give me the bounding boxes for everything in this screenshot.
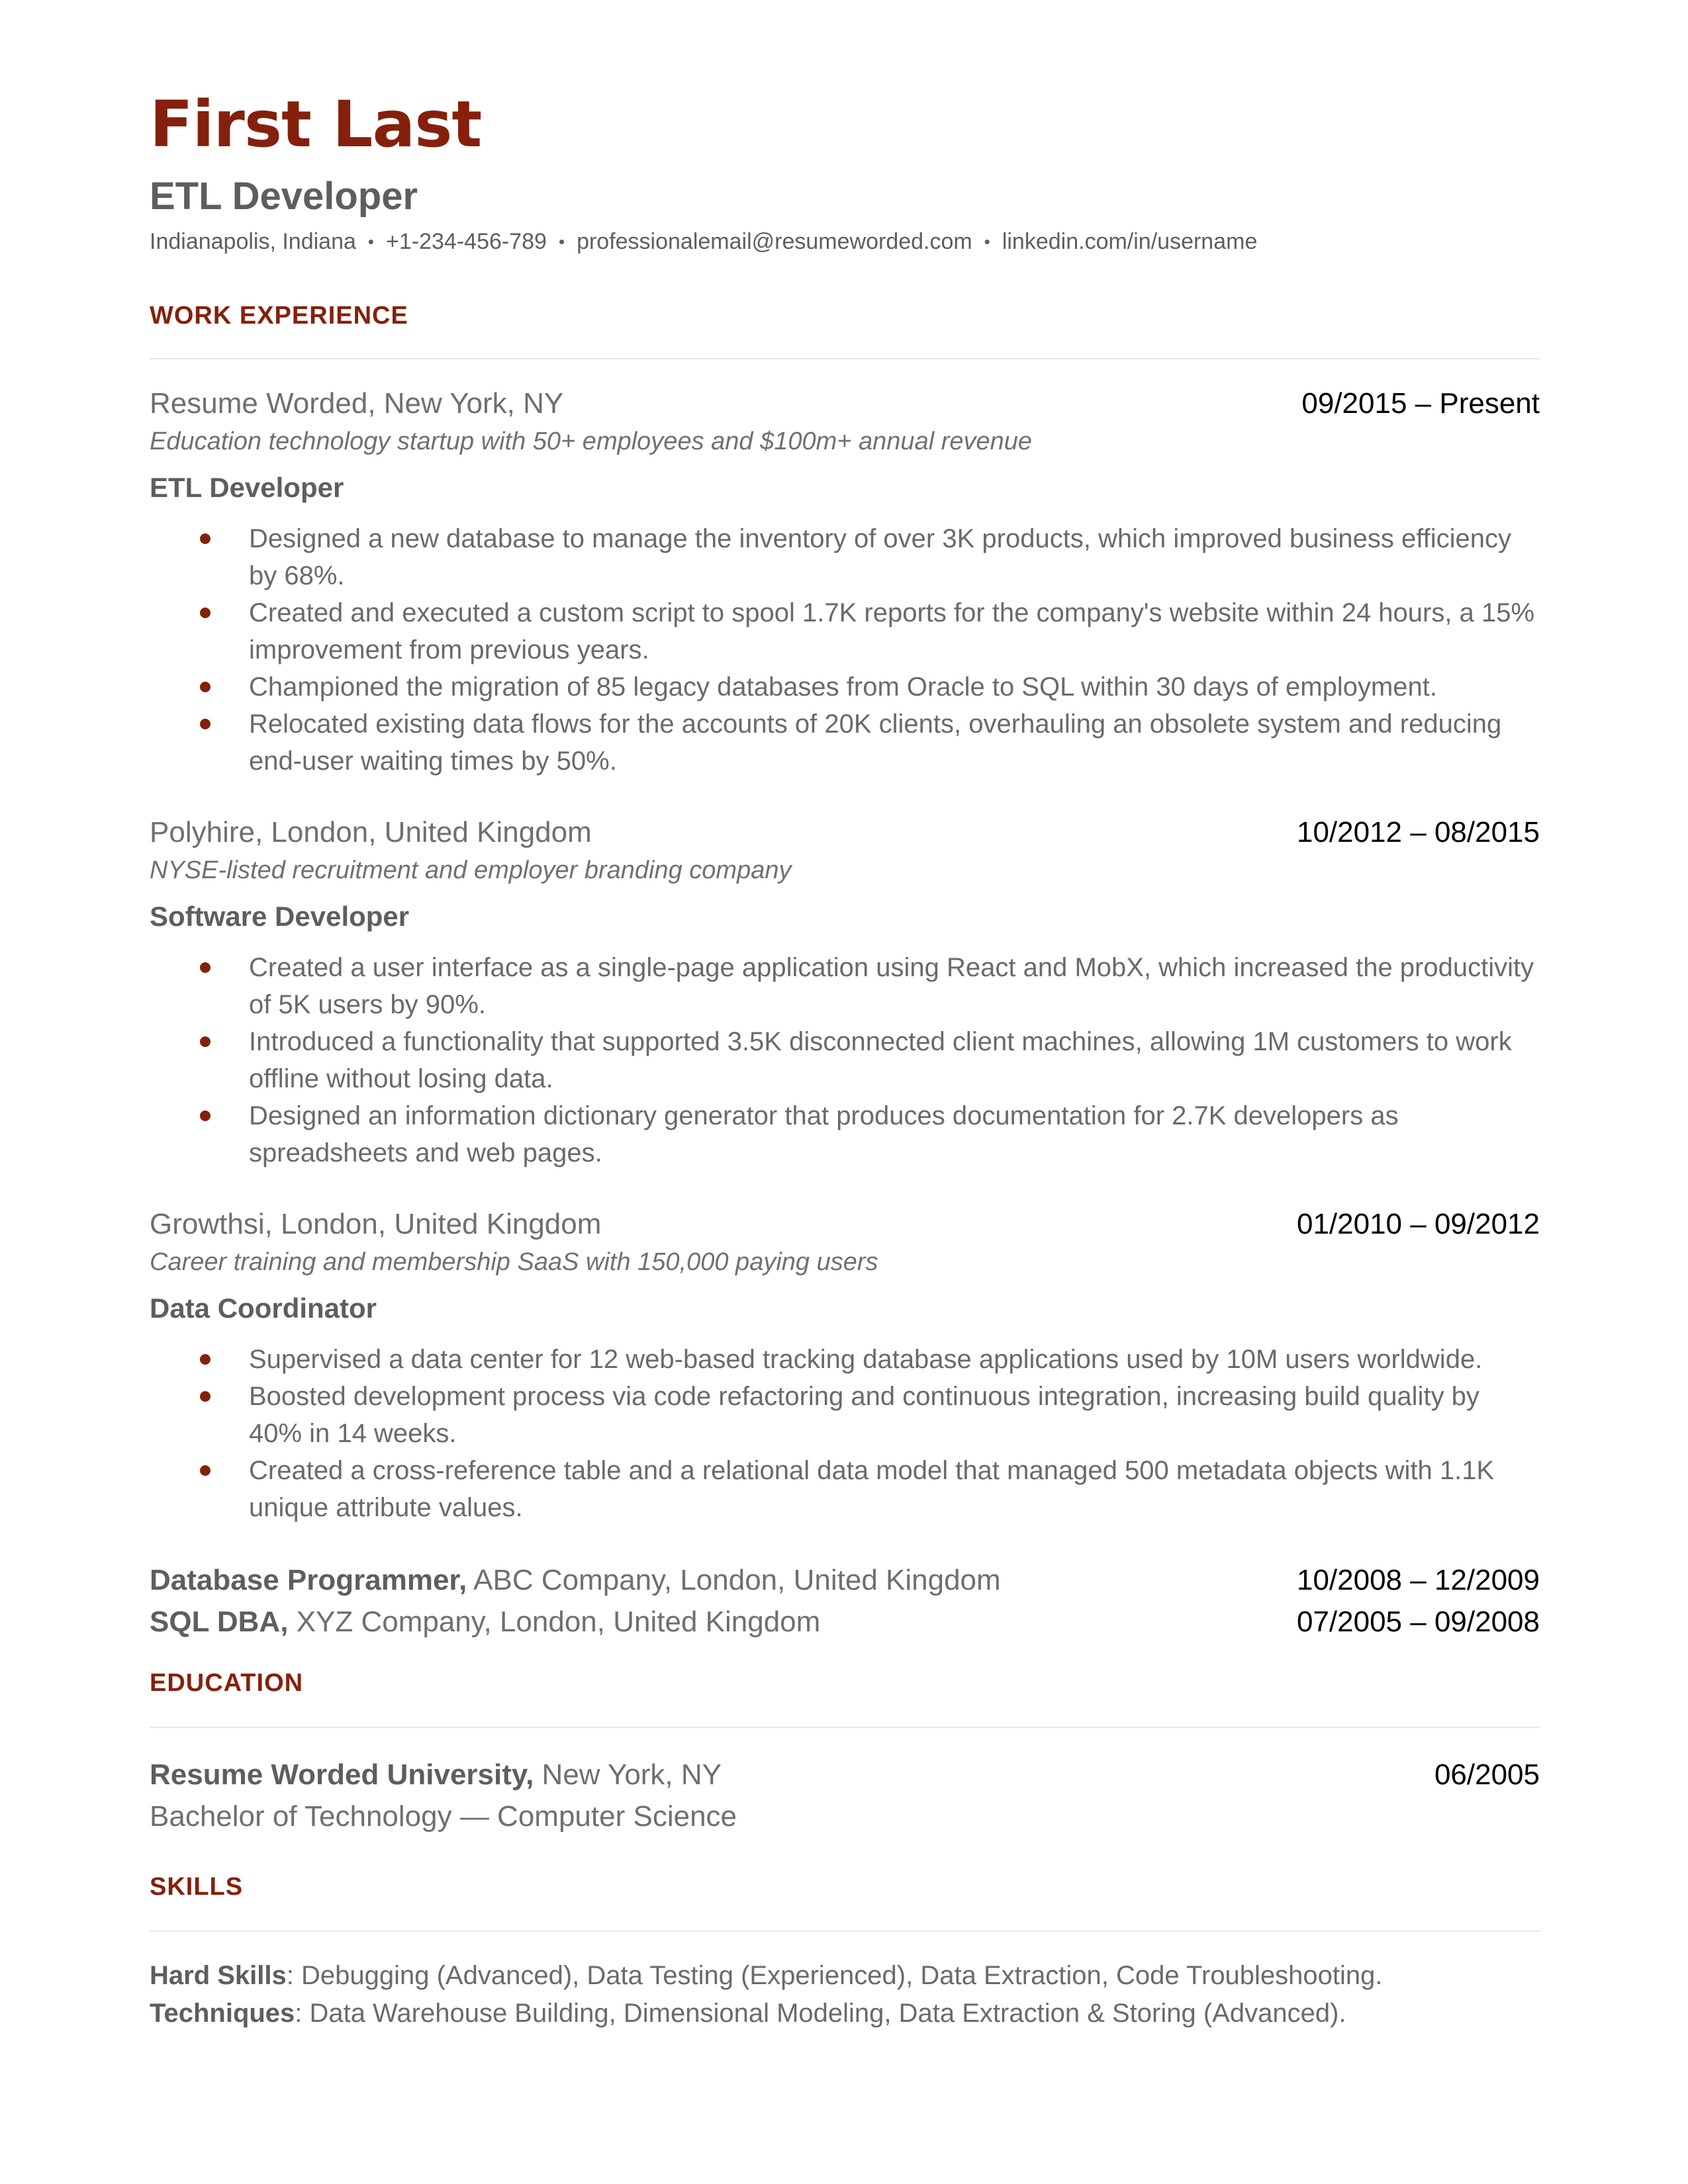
contact-separator: • [367, 232, 375, 251]
education-degree: Bachelor of Technology — Computer Science [150, 1800, 737, 1833]
contact-linkedin[interactable]: linkedin.com/in/username [1002, 229, 1258, 254]
bullet-text: Designed a new database to manage the inventory of over 3K products, which improved business efficiency by 68%. [249, 524, 1512, 590]
earlier-job-dates: 07/2005 – 09/2008 [1296, 1606, 1540, 1638]
bullet-dot [200, 1036, 211, 1047]
bullet-text: Designed an information dictionary generator that produces documentation for 2.7K developers as spreadsheets and web pages. [249, 1101, 1399, 1167]
earlier-job-row [150, 1602, 1540, 1642]
job-entry [150, 1206, 1540, 1526]
contact-separator: • [558, 232, 565, 251]
contact-line [150, 227, 1257, 256]
list-item [150, 594, 1540, 668]
bullet-dot [200, 1111, 211, 1121]
skills-hard-value: : Debugging (Advanced), Data Testing (Experienced), Data Extraction, Code Troubleshooting. [286, 1961, 1383, 1990]
bullet-text: Supervised a data center for 12 web-based tracking database applications used by 10M users worldwide. [249, 1345, 1483, 1374]
contact-phone: +1-234-456-789 [386, 229, 547, 254]
earlier-job-company: ABC Company, London, United Kingdom [467, 1564, 1001, 1596]
job-company: Resume Worded, New York, NY [150, 387, 564, 420]
contact-location: Indianapolis, Indiana [150, 229, 356, 254]
job-role: ETL Developer [150, 472, 344, 503]
job-dates: 09/2015 – Present [1301, 387, 1540, 420]
job-tagline: Career training and membership SaaS with 150,000 paying users [150, 1248, 878, 1276]
education-school-line [150, 1755, 722, 1795]
bullet-dot [200, 1391, 211, 1402]
list-item [150, 1378, 1540, 1452]
bullet-text: Boosted development process via code refactoring and continuous integration, increasing build quality by 40% in 14 weeks. [249, 1382, 1479, 1448]
earlier-job-company: XYZ Company, London, United Kingdom [288, 1606, 821, 1638]
list-item [150, 1097, 1540, 1171]
section-heading-education: EDUCATION [150, 1669, 304, 1697]
job-company: Growthsi, London, United Kingdom [150, 1208, 602, 1240]
job-header [150, 385, 1540, 422]
earlier-job-row [150, 1561, 1540, 1600]
job-bullets [150, 1341, 1540, 1526]
contact-email[interactable]: professionalemail@resumeworded.com [577, 229, 972, 254]
job-company: Polyhire, London, United Kingdom [150, 816, 592, 848]
earlier-job-role: Database Programmer, [150, 1564, 467, 1596]
list-item [150, 668, 1540, 705]
bullet-dot [200, 719, 211, 729]
job-tagline: NYSE-listed recruitment and employer branding company [150, 856, 792, 884]
section-heading-work: WORK EXPERIENCE [150, 302, 408, 330]
earlier-job-text [150, 1602, 820, 1642]
list-item [150, 1341, 1540, 1378]
bullet-text: Relocated existing data flows for the accounts of 20K clients, overhauling an obsolete system and reducing end-user waiting times by 50%. [249, 709, 1502, 776]
list-item [150, 949, 1540, 1023]
education-location: New York, NY [534, 1758, 722, 1791]
earlier-job-text [150, 1561, 1001, 1600]
list-item [150, 705, 1540, 780]
bullet-dot [200, 962, 211, 973]
bullet-dot [200, 533, 211, 544]
bullet-dot [200, 608, 211, 618]
skills-techniques [150, 1995, 1346, 2032]
candidate-name: First Last [150, 87, 482, 161]
job-entry [150, 814, 1540, 1171]
bullet-text: Created a user interface as a single-page application using React and MobX, which increased the productivity of 5K users by 90%. [249, 953, 1534, 1019]
job-role: Software Developer [150, 901, 410, 932]
bullet-dot [200, 682, 211, 692]
contact-separator: • [984, 232, 990, 251]
list-item [150, 520, 1540, 594]
job-entry [150, 385, 1540, 780]
job-role: Data Coordinator [150, 1293, 377, 1324]
job-tagline: Education technology startup with 50+ employees and $100m+ annual revenue [150, 428, 1033, 455]
education-school: Resume Worded University, [150, 1758, 534, 1791]
job-header [150, 1206, 1540, 1243]
section-divider [150, 1727, 1540, 1728]
earlier-job-role: SQL DBA, [150, 1606, 289, 1638]
job-dates: 01/2010 – 09/2012 [1296, 1208, 1540, 1240]
candidate-title: ETL Developer [150, 175, 418, 218]
bullet-text: Championed the migration of 85 legacy databases from Oracle to SQL within 30 days of employment. [249, 672, 1438, 702]
bullet-text: Created and executed a custom script to spool 1.7K reports for the company's website within 24 hours, a 15% improvement from previous years. [249, 598, 1535, 664]
section-heading-skills: SKILLS [150, 1873, 244, 1901]
bullet-text: Introduced a functionality that supported 3.5K disconnected client machines, allowing 1M customers to work offline without losing data. [249, 1027, 1512, 1093]
job-dates: 10/2012 – 08/2015 [1296, 816, 1540, 848]
bullet-text: Created a cross-reference table and a relational data model that managed 500 metadata objects with 1.1K unique attribute values. [249, 1456, 1495, 1522]
skills-hard [150, 1957, 1383, 1994]
education-row [150, 1755, 1540, 1795]
education-date: 06/2005 [1434, 1758, 1540, 1791]
section-divider [150, 358, 1540, 359]
bullet-dot [200, 1354, 211, 1365]
skills-hard-label: Hard Skills [150, 1961, 287, 1990]
job-bullets [150, 949, 1540, 1171]
section-divider [150, 1931, 1540, 1932]
bullet-dot [200, 1465, 211, 1476]
skills-tech-label: Techniques [150, 1999, 295, 2028]
earlier-job-dates: 10/2008 – 12/2009 [1296, 1564, 1540, 1596]
job-bullets [150, 520, 1540, 780]
list-item [150, 1023, 1540, 1097]
skills-tech-value: : Data Warehouse Building, Dimensional Modeling, Data Extraction & Storing (Advanced). [295, 1999, 1346, 2028]
list-item [150, 1452, 1540, 1526]
job-header [150, 814, 1540, 851]
